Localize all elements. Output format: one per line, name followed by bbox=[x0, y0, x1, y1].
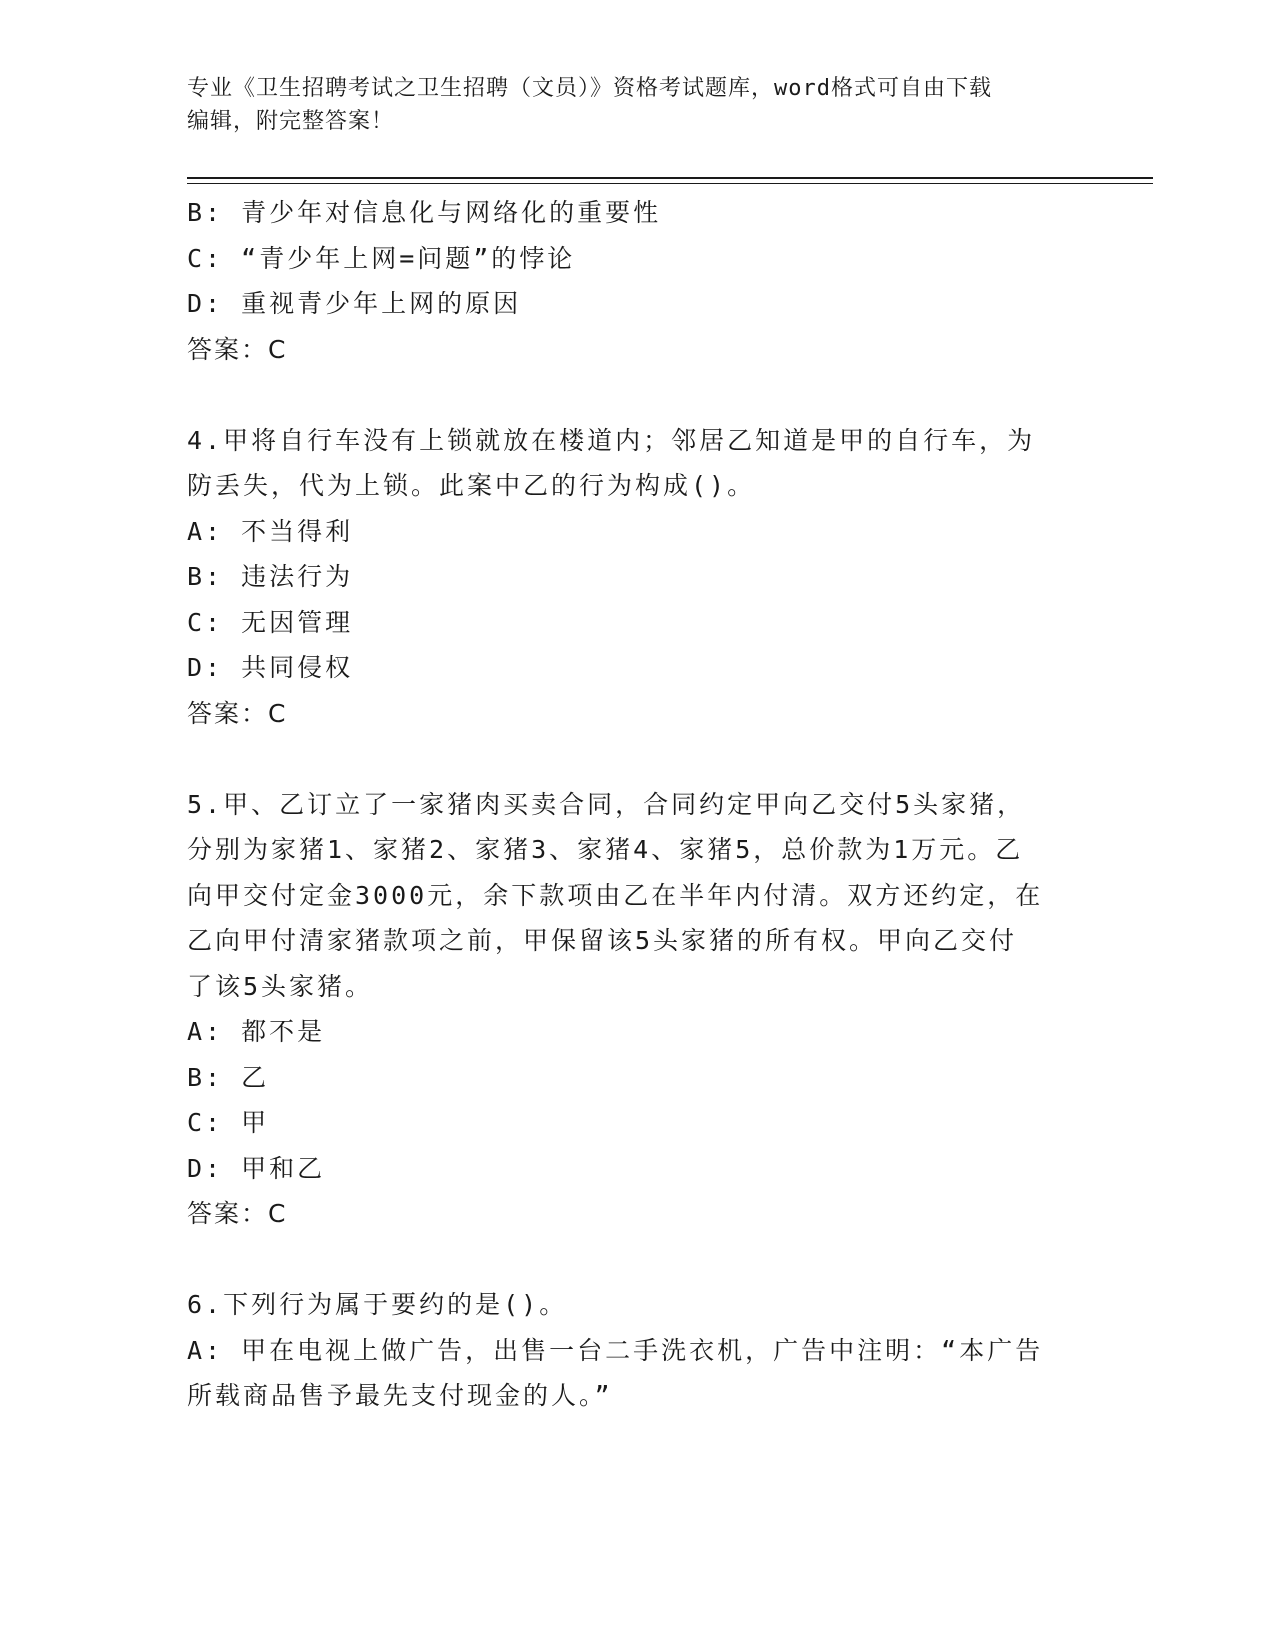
option-d: D: 甲和乙 bbox=[187, 1153, 326, 1183]
question-spacer bbox=[187, 372, 1087, 418]
question-6 bbox=[187, 1282, 1087, 1419]
option-b: B: 违法行为 bbox=[187, 562, 354, 591]
option-d: D: 共同侵权 bbox=[187, 653, 354, 682]
question-stem: 6.下列行为属于要约的是()。 bbox=[187, 1290, 568, 1319]
question-3 bbox=[187, 190, 1087, 372]
question-stem: 4.甲将自行车没有上锁就放在楼道内；邻居乙知道是甲的自行车，为 bbox=[187, 425, 1036, 455]
option-c: C: 无因管理 bbox=[187, 607, 354, 637]
option-b: B: 青少年对信息化与网络化的重要性 bbox=[187, 198, 662, 227]
header-divider-thin bbox=[187, 183, 1153, 184]
question-list bbox=[187, 190, 1087, 1419]
option-d: D: 重视青少年上网的原因 bbox=[187, 289, 522, 318]
option-a-continued: 所载商品售予最先支付现金的人。” bbox=[187, 1381, 613, 1410]
answer: 答案：C bbox=[187, 698, 288, 728]
header-line-2: 编辑，附完整答案！ bbox=[187, 109, 395, 134]
option-a: A: 不当得利 bbox=[187, 516, 354, 546]
answer: 答案：C bbox=[187, 334, 288, 364]
header-divider-thick bbox=[187, 177, 1153, 179]
question-spacer bbox=[187, 736, 1087, 782]
answer: 答案：C bbox=[187, 1199, 288, 1228]
question-stem: 乙向甲付清家猪款项之前，甲保留该5头家猪的所有权。甲向乙交付 bbox=[187, 926, 1018, 955]
question-5 bbox=[187, 782, 1087, 1237]
question-stem: 了该5头家猪。 bbox=[187, 971, 374, 1001]
document-header bbox=[187, 72, 1087, 138]
question-4 bbox=[187, 418, 1087, 737]
question-stem: 防丢失，代为上锁。此案中乙的行为构成()。 bbox=[187, 471, 756, 500]
question-stem: 5.甲、乙订立了一家猪肉买卖合同，合同约定甲向乙交付5头家猪， bbox=[187, 789, 1026, 819]
question-spacer bbox=[187, 1237, 1087, 1283]
option-a: A: 甲在电视上做广告，出售一台二手洗衣机，广告中注明：“本广告 bbox=[187, 1335, 1044, 1365]
header-line-1: 专业《卫生招聘考试之卫生招聘（文员）》资格考试题库，word格式可自由下载 bbox=[187, 76, 992, 101]
question-stem: 分别为家猪1、家猪2、家猪3、家猪4、家猪5，总价款为1万元。乙 bbox=[187, 835, 1024, 864]
option-b: B: 乙 bbox=[187, 1062, 270, 1092]
option-c: C: “青少年上网=问题”的悖论 bbox=[187, 243, 576, 273]
option-a: A: 都不是 bbox=[187, 1017, 326, 1046]
option-c: C: 甲 bbox=[187, 1108, 270, 1137]
question-stem: 向甲交付定金3000元，余下款项由乙在半年内付清。双方还约定，在 bbox=[187, 880, 1044, 910]
